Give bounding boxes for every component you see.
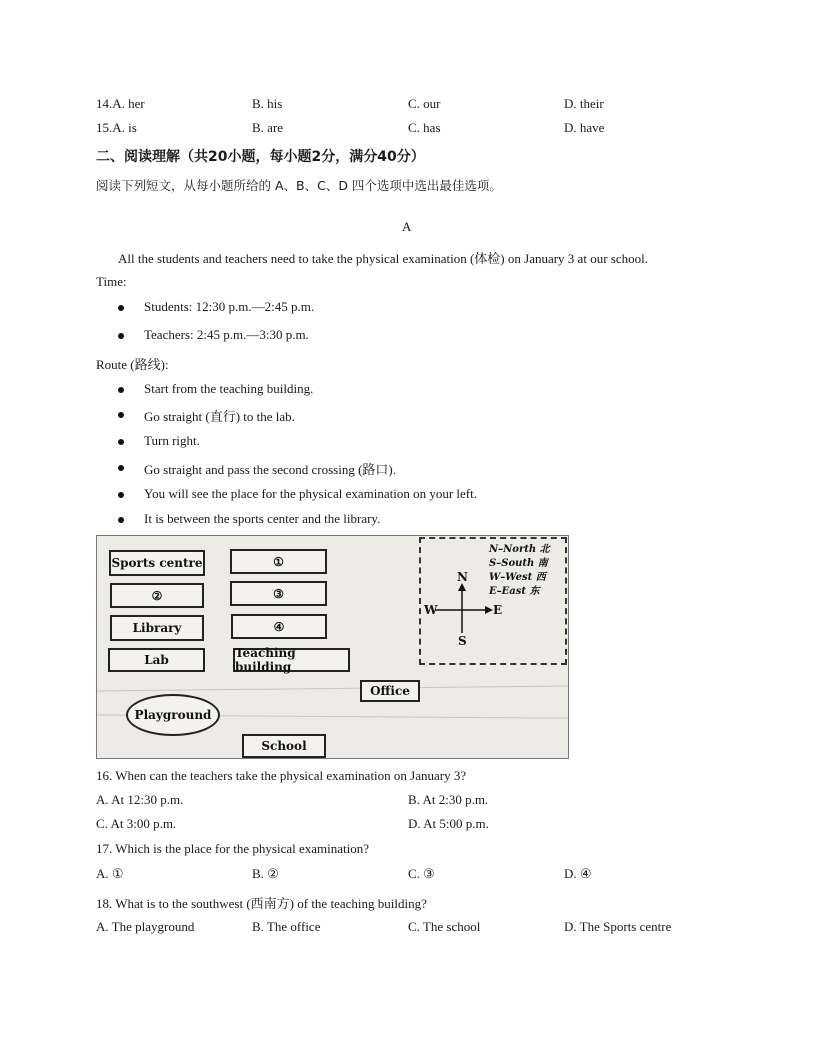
- bullet-icon: [118, 305, 124, 311]
- route-step-4: Go straight and pass the second crossing (路口).: [144, 462, 397, 477]
- bullet-icon: [118, 465, 124, 471]
- time-label: Time:: [96, 274, 127, 289]
- q18-option-d: D. The Sports centre: [564, 919, 672, 934]
- q14-option-d: D. their: [564, 96, 604, 111]
- map-office: Office: [360, 680, 420, 702]
- campus-map: [96, 535, 569, 759]
- map-sports-centre: Sports centre: [109, 550, 205, 576]
- map-building-1: ①: [230, 549, 327, 574]
- q17-option-c: C. ③: [408, 866, 435, 881]
- compass-e: E: [493, 603, 503, 617]
- bullet-icon: [118, 412, 124, 418]
- route-step-5: You will see the place for the physical examination on your left.: [144, 486, 477, 501]
- q16-option-d: D. At 5:00 p.m.: [408, 816, 489, 831]
- time-teachers: Teachers: 2:45 p.m.—3:30 p.m.: [144, 327, 309, 342]
- q18-option-b: B. The office: [252, 919, 321, 934]
- q18-option-c: C. The school: [408, 919, 481, 934]
- map-teaching-building: Teaching building: [233, 648, 350, 672]
- route-step-2: Go straight (直行) to the lab.: [144, 409, 295, 424]
- q15-option-b: B. are: [252, 120, 284, 135]
- q15-option-d: D. have: [564, 120, 605, 135]
- bullet-icon: [118, 517, 124, 523]
- q16-option-a: A. At 12:30 p.m.: [96, 792, 184, 807]
- q16-option-b: B. At 2:30 p.m.: [408, 792, 489, 807]
- q17-stem: 17. Which is the place for the physical examination?: [96, 841, 370, 856]
- bullet-icon: [118, 387, 124, 393]
- map-school: School: [242, 734, 326, 758]
- legend-west: W–West 西: [489, 572, 546, 583]
- q15-option-a: 15.A. is: [96, 120, 137, 135]
- q18-stem: 18. What is to the southwest (西南方) of the teaching building?: [96, 896, 427, 911]
- instruction: 阅读下列短文，从每小题所给的 A、B、C、D 四个选项中选出最佳选项。: [96, 178, 502, 193]
- section-title: 二、阅读理解（共20小题，每小题2分，满分40分）: [96, 149, 425, 165]
- q14-option-a: 14.A. her: [96, 96, 145, 111]
- legend-north: N–North 北: [489, 544, 550, 555]
- time-students: Students: 12:30 p.m.—2:45 p.m.: [144, 299, 315, 314]
- compass-n: N: [457, 570, 468, 584]
- legend-south: S–South 南: [489, 558, 548, 569]
- route-label: Route (路线):: [96, 357, 169, 372]
- map-building-2: ②: [110, 583, 204, 608]
- map-library: Library: [110, 615, 204, 641]
- route-step-6: It is between the sports center and the library.: [144, 511, 381, 526]
- compass-s: S: [458, 634, 467, 648]
- q17-option-a: A. ①: [96, 866, 124, 881]
- compass-legend-box: [419, 537, 567, 665]
- passage-label: A: [402, 219, 412, 234]
- q16-option-c: C. At 3:00 p.m.: [96, 816, 177, 831]
- route-step-3: Turn right.: [144, 433, 200, 448]
- map-playground: Playground: [126, 694, 220, 736]
- passage-intro: All the students and teachers need to take the physical examination (体检) on January 3 at our school.: [118, 251, 648, 266]
- bullet-icon: [118, 492, 124, 498]
- legend-east: E–East 东: [489, 586, 540, 597]
- q15-option-c: C. has: [408, 120, 441, 135]
- q14-option-b: B. his: [252, 96, 283, 111]
- q14-option-c: C. our: [408, 96, 441, 111]
- q17-option-d: D. ④: [564, 866, 592, 881]
- map-lab: Lab: [108, 648, 205, 672]
- compass-w: W: [424, 603, 438, 617]
- q17-option-b: B. ②: [252, 866, 279, 881]
- map-building-3: ③: [230, 581, 327, 606]
- map-building-4: ④: [231, 614, 327, 639]
- bullet-icon: [118, 333, 124, 339]
- bullet-icon: [118, 439, 124, 445]
- route-step-1: Start from the teaching building.: [144, 381, 314, 396]
- q18-option-a: A. The playground: [96, 919, 195, 934]
- q16-stem: 16. When can the teachers take the physical examination on January 3?: [96, 768, 467, 783]
